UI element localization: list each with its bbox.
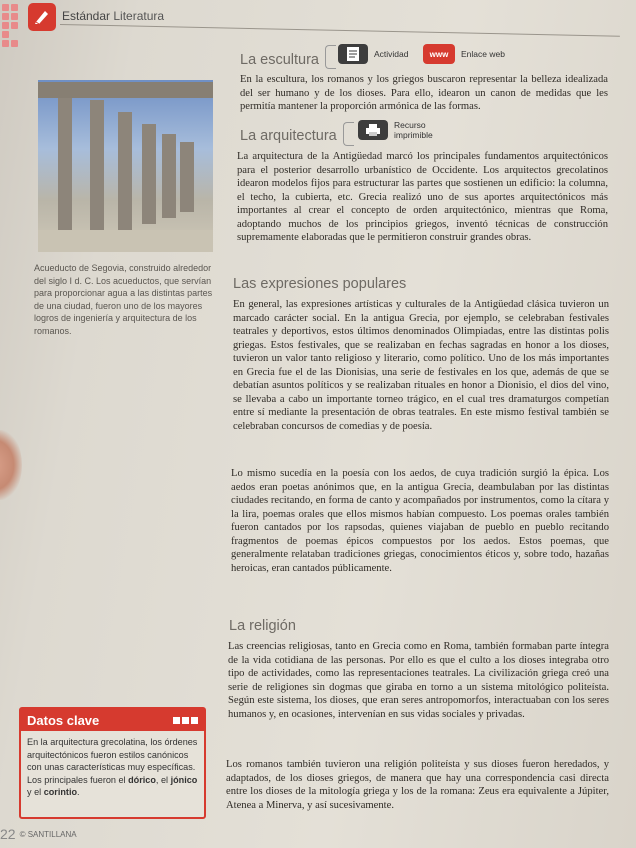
page-number: 22	[0, 826, 16, 842]
resource-imprimible[interactable]	[358, 120, 433, 140]
decorative-dots	[0, 0, 24, 70]
document-icon	[338, 44, 368, 64]
resource-actividad[interactable]	[338, 44, 409, 64]
thumb-shadow	[0, 430, 22, 500]
term-dorico: dórico	[128, 774, 156, 785]
section-title-escultura: La escultura	[240, 52, 319, 68]
resource-label: Actividad	[374, 49, 409, 59]
header-subject: Literatura	[113, 9, 165, 23]
term-corintio: corintio	[43, 787, 78, 797]
datos-clave-title: Datos clave	[27, 712, 100, 728]
paragraph-escultura: En la escultura, los romanos y los griegos buscaron representar la belleza idealizada del ser humano y de los dioses. Para ello, idearon un canon de medidas que les permitía mantener la proporción armónica de las formas.	[240, 74, 608, 112]
datos-clave-text	[21, 731, 204, 804]
paragraph-expresiones-1: En general, las expresiones artísticas y culturales de la Antigüedad clásica tuvieron un marcado carácter social. En la antigua Grecia, por ejemplo, se celebraban festivales teatrales y deportivos, estos últimos denominados Olimpiadas, entre las distintas polis griegas. Estos festivales, que se realizaban en fechas sagradas en honor a los dioses, tuvieron un valor tanto religioso y literario, como político. Uno de los más importantes en Grecia fue el de las Dionisias, una serie de festivales en los que, además de que se debatían asuntos políticos y se realizaban rituales en honor a Dionisio, el dios del vino, se llevaba a cabo un importante torneo trágico, en el cual tres dramaturgos competían entre sí mediante la presentación de obras teatrales. En este mismo festival también se celebraban concursos de comedias y de poesía.	[233, 299, 609, 432]
section-title-arquitectura: La arquitectura	[240, 128, 337, 144]
term-jonico: jónico	[170, 774, 198, 785]
datos-clave-box	[19, 707, 206, 819]
paragraph-arquitectura: La arquitectura de la Antigüedad marcó los principales fundamentos arquitectónicos para el posterior desarrollo urbanístico de Occidente. Los arquitectos grecolatinos idearon modelos fijos para estructurar las partes que sostienen un edificio: la columna, el techo, la cubierta, etc. Grecia realizó uno de sus aportes arquitectónicos más importantes al crear el concepto de orden arquitectónico, mientras que Roma, adoptando muchos de los principios griegos, inventó técnicas de construcción supremamente elaboradas que le permitieron construir grandes obras.	[237, 151, 608, 243]
period: .	[77, 787, 80, 797]
datos-clave-intro: En la arquitectura grecolatina, los órdenes arquitectónicos fueron estilos canónicos con unas características muy específicas. Los principales fueron el	[27, 737, 198, 785]
section-title-expresiones: Las expresiones populares	[233, 276, 407, 292]
paragraph-religion-1: Las creencias religiosas, tanto en Grecia como en Roma, también formaban parte íntegra de la vida cotidiana de las personas. Por ello es que el culto a los dioses integraba otro tipo de actividades, como las representaciones teatrales. La civilización griega creó una serie de religiones sin dogmas que giraba en torno a un sistema mitológico politeísta. Según este sistema, los dioses, que eran seres antropomorfos, interactuaban con los seres humanos y, en ocasiones, intervenían en sus vidas sociales y privadas.	[228, 641, 609, 720]
resource-bracket	[325, 45, 336, 69]
resource-label-1: Recurso	[394, 120, 426, 130]
paragraph-religion-2: Los romanos también tuvieron una religión politeísta y sus dioses fueron heredados, y adaptados, de los dioses griegos, de manera que hay una correspondencia casi directa entre los dioses de la mitología griega y los de la romana: Zeus era equivalente a Júpiter, Atenea a Minerva, y así sucesivamente.	[226, 759, 609, 811]
www-icon: www	[423, 44, 455, 64]
printer-icon	[358, 120, 388, 140]
header-title	[62, 9, 164, 23]
page-footer	[0, 826, 77, 842]
resource-enlace-web[interactable]	[423, 44, 505, 64]
photo-caption: Acueducto de Segovia, construido alrededor del siglo I d. C. Los acueductos, que servían para proporcionar agua a las distintas partes de una ciudad, fueron uno de los mayores logros de ingeniería y arquitectura de los romanos.	[34, 263, 213, 336]
separator: , el	[155, 774, 171, 785]
header-divider	[60, 24, 620, 37]
header-series: Estándar	[62, 9, 111, 23]
pencil-icon	[28, 3, 56, 31]
section-title-religion: La religión	[229, 618, 296, 634]
resource-bracket	[343, 122, 354, 146]
paragraph-expresiones-2: Lo mismo sucedía en la poesía con los aedos, de cuya tradición surgió la épica. Los aedos eran poetas anónimos que, en la antigua Grecia, deambulaban por las distintas ciudades recitando, en forma de canto y acompañados por instrumentos, como la cítara y la lira, poemas orales que ellos mismos habían compuesto. Los poemas orales también fueron cantados por los rapsodas, quienes viajaban de pueblo en pueblo recitando fragmentos de poemas épicos compuestos por los aedos. Estos poemas, que generalmente relataban tradiciones griegas, conocimientos éticos y, sobre todo, hazañas heroicas, eran cantados públicamente.	[231, 468, 609, 574]
datos-clave-header	[21, 709, 204, 731]
separator: y el	[27, 787, 44, 797]
window-controls-icon	[173, 717, 198, 724]
aqueduct-photo	[38, 80, 213, 252]
resource-label-2: imprimible	[394, 130, 433, 140]
publisher: © SANTILLANA	[19, 829, 77, 839]
resource-label: Enlace web	[461, 49, 505, 59]
